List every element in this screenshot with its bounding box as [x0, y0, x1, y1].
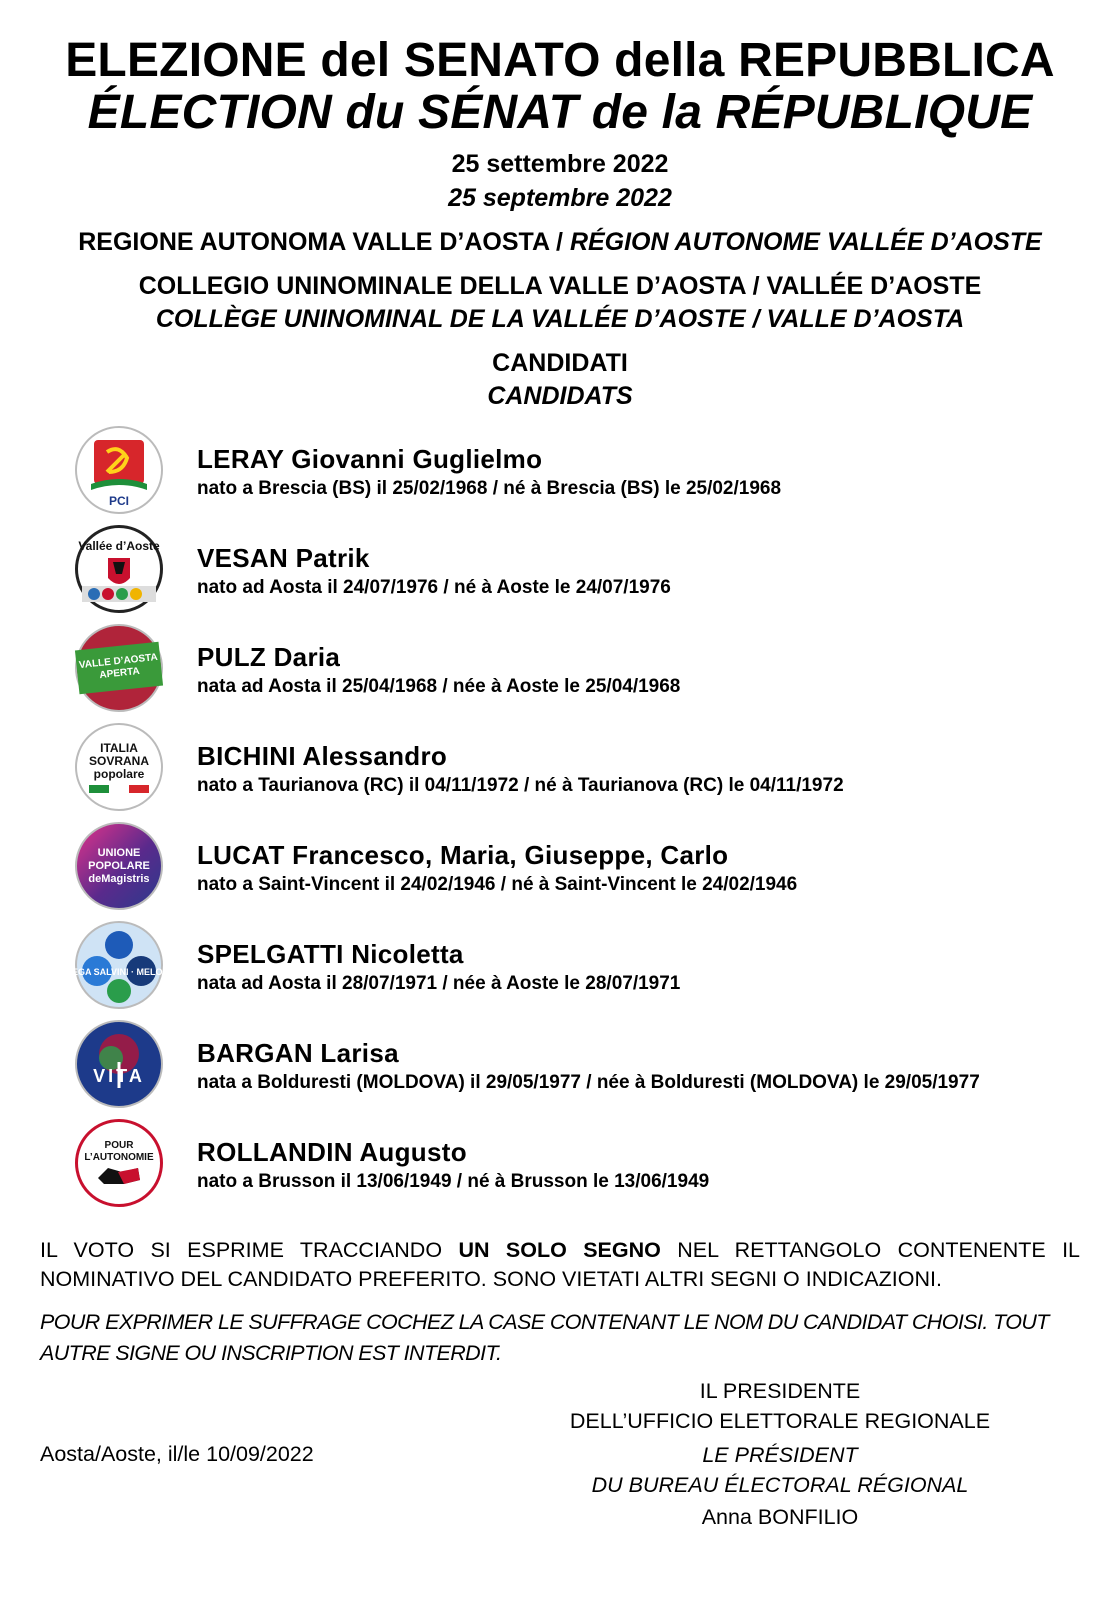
valle-daosta-aperta-logo [75, 624, 163, 712]
unione-popolare-logo [75, 822, 163, 910]
voting-instructions-french: POUR EXPRIMER LE SUFFRAGE COCHEZ LA CASE CONTENANT LE NOM DU CANDIDAT CHOISI. TOUT AUTRE SIGNE OU INSCRIPTION EST INTERDIT. [40, 1310, 1049, 1365]
candidate-name: BICHINI Alessandro [197, 741, 448, 771]
pour-lautonomie-logo [75, 1119, 163, 1207]
president-title-it: IL PRESIDENTE [699, 1379, 861, 1403]
candidate-row[interactable] [75, 1020, 1075, 1112]
aperta-logo-text: VALLE D’AOSTA APERTA [75, 642, 163, 695]
italia-sovrana-text: ITALIA SOVRANA popolare [89, 740, 150, 781]
president-office-fr: DU BUREAU ÉLECTORAL RÉGIONAL [591, 1473, 969, 1497]
vita-logo [75, 1020, 163, 1108]
vallee-daoste-logo [75, 525, 163, 613]
candidate-birth: nato a Taurianova (RC) il 04/11/1972 / né à Taurianova (RC) le 04/11/1972 [197, 775, 844, 796]
date-french: 25 septembre 2022 [448, 184, 672, 212]
place-date: Aosta/Aoste, il/le 10/09/2022 [40, 1442, 314, 1466]
pour-lautonomie-text: POUR L’AUTONOMIE [84, 1140, 154, 1163]
candidate-name: ROLLANDIN Augusto [197, 1137, 467, 1167]
region-italian: REGIONE AUTONOMA VALLE D’AOSTA / [78, 228, 570, 256]
candidate-birth: nato a Saint-Vincent il 24/02/1946 / né à Saint-Vincent le 24/02/1946 [197, 874, 798, 895]
title-italian: ELEZIONE del SENATO della REPUBBLICA [65, 34, 1055, 87]
president-name: Anna BONFILIO [701, 1505, 859, 1529]
candidate-row[interactable] [75, 1119, 1075, 1211]
region-line [0, 226, 1120, 259]
college-italian: COLLEGIO UNINOMINALE DELLA VALLE D’AOSTA / VALLÉE D’AOSTE [138, 272, 982, 300]
election-date [0, 147, 1120, 215]
candidate-row[interactable] [75, 723, 1075, 815]
candidates-heading-french: CANDIDATS [487, 382, 633, 410]
region-french: RÉGION AUTONOME VALLÉE D’AOSTE [569, 228, 1042, 256]
candidates-heading [0, 347, 1120, 413]
instructions-it-part2: NEL RETTANGOLO CONTENENTE IL NOMINATIVO DEL CANDIDATO PREFERITO. SONO VIETATI ALTRI SEGNI O INDICAZIONI. [40, 1238, 1081, 1291]
president-signature-block [520, 1376, 1040, 1532]
candidate-row[interactable] [66, 921, 1075, 1013]
title-french: ÉLECTION du SÉNAT de la RÉPUBLIQUE [87, 86, 1033, 139]
candidate-birth: nato a Brusson il 13/06/1949 / né à Brusson le 13/06/1949 [197, 1171, 710, 1192]
italia-sovrana-logo [75, 723, 163, 811]
candidate-birth: nata ad Aosta il 25/04/1968 / née à Aoste le 25/04/1968 [197, 676, 681, 697]
candidate-name: LUCAT Francesco, Maria, Giuseppe, Carlo [197, 840, 729, 870]
candidate-birth: nata ad Aosta il 28/07/1971 / née à Aoste le 28/07/1971 [197, 973, 681, 994]
tree-icon [77, 1022, 161, 1106]
candidate-name: VESAN Patrik [197, 543, 370, 573]
college-block [0, 270, 1120, 336]
flag-stripe [89, 785, 149, 793]
president-title-fr: LE PRÉSIDENT [702, 1443, 858, 1467]
centrodestra-text: LEGA SALVINI · MELONI [66, 967, 172, 977]
candidate-row[interactable] [75, 822, 1075, 914]
candidate-name: BARGAN Larisa [197, 1038, 399, 1068]
college-french: COLLÈGE UNINOMINAL DE LA VALLÉE D’AOSTE / VALLE D’AOSTA [155, 305, 965, 333]
candidate-birth: nato ad Aosta il 24/07/1976 / né à Aoste le 24/07/1976 [197, 577, 671, 598]
president-office-it: DELL’UFFICIO ELETTORALE REGIONALE [569, 1409, 991, 1433]
candidate-row[interactable] [75, 624, 1075, 716]
hammer-sickle-icon [77, 428, 161, 512]
unione-popolare-text: UNIONE POPOLARE deMagistris [88, 846, 150, 885]
candidate-row[interactable] [75, 426, 1075, 518]
candidates-heading-italian: CANDIDATI [492, 349, 628, 377]
map-icon [94, 1164, 144, 1186]
candidate-row[interactable] [75, 525, 1075, 617]
voting-instructions-italian [40, 1236, 1080, 1294]
pci-logo [75, 426, 163, 514]
vita-text: VITA [93, 1066, 145, 1086]
date-italian: 25 settembre 2022 [451, 150, 669, 178]
candidate-birth: nato a Brescia (BS) il 25/02/1968 / né à Brescia (BS) le 25/02/1968 [197, 478, 782, 499]
candidate-name: LERAY Giovanni Guglielmo [197, 444, 543, 474]
candidate-name: SPELGATTI Nicoletta [197, 939, 464, 969]
instructions-it-bold: UN SOLO SEGNO [458, 1238, 661, 1262]
instructions-it-part1: IL VOTO SI ESPRIME TRACCIANDO [40, 1238, 459, 1262]
candidate-birth: nata a Bolduresti (MOLDOVA) il 29/05/1977 / née à Bolduresti (MOLDOVA) le 29/05/1977 [197, 1072, 980, 1093]
vallee-logo-text: Vallée d’Aoste [78, 539, 160, 553]
candidate-name: PULZ Daria [197, 642, 341, 672]
centrodestra-logo [66, 921, 172, 1009]
pci-logo-text: PCI [108, 494, 130, 508]
